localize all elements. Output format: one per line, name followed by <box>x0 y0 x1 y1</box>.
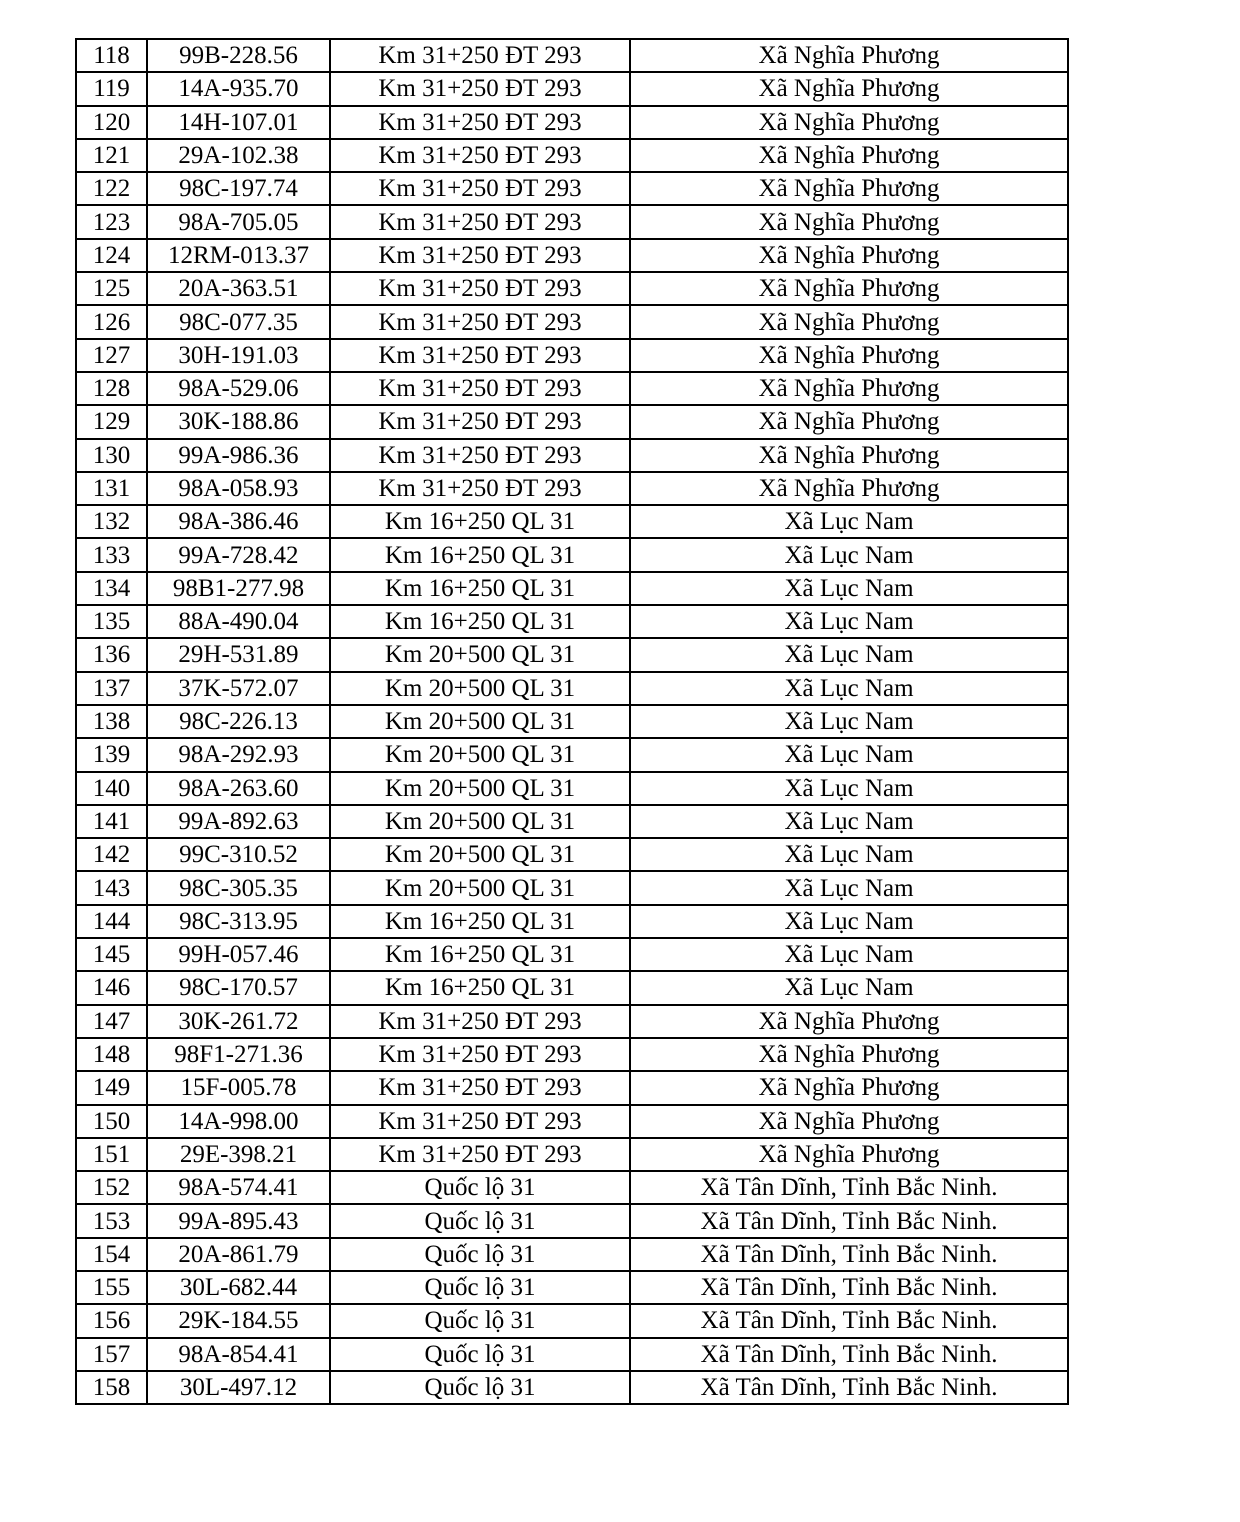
table-row <box>76 1338 1068 1371</box>
violation-location-cell: Km 20+500 QL 31 <box>330 705 630 738</box>
commune-cell: Xã Nghĩa Phương <box>630 139 1068 172</box>
commune-cell: Xã Lục Nam <box>630 505 1068 538</box>
row-number-cell: 118 <box>76 39 147 72</box>
commune-cell: Xã Nghĩa Phương <box>630 405 1068 438</box>
table-row <box>76 1238 1068 1271</box>
commune-cell: Xã Lục Nam <box>630 572 1068 605</box>
violation-location-cell: Km 31+250 ĐT 293 <box>330 472 630 505</box>
table-row <box>76 239 1068 272</box>
license-plate-cell: 99A-895.43 <box>147 1204 330 1237</box>
table-row <box>76 339 1068 372</box>
row-number-cell: 122 <box>76 172 147 205</box>
license-plate-cell: 14A-935.70 <box>147 72 330 105</box>
license-plate-cell: 99A-892.63 <box>147 805 330 838</box>
license-plate-cell: 15F-005.78 <box>147 1071 330 1104</box>
row-number-cell: 119 <box>76 72 147 105</box>
license-plate-cell: 37K-572.07 <box>147 672 330 705</box>
violation-location-cell: Km 31+250 ĐT 293 <box>330 239 630 272</box>
commune-cell: Xã Tân Dĩnh, Tỉnh Bắc Ninh. <box>630 1271 1068 1304</box>
row-number-cell: 134 <box>76 572 147 605</box>
commune-cell: Xã Nghĩa Phương <box>630 205 1068 238</box>
commune-cell: Xã Lục Nam <box>630 971 1068 1004</box>
row-number-cell: 156 <box>76 1304 147 1337</box>
row-number-cell: 143 <box>76 871 147 904</box>
table-row <box>76 1204 1068 1237</box>
violation-location-cell: Km 31+250 ĐT 293 <box>330 305 630 338</box>
violation-location-cell: Km 31+250 ĐT 293 <box>330 172 630 205</box>
violation-location-cell: Quốc lộ 31 <box>330 1371 630 1404</box>
violation-location-cell: Km 31+250 ĐT 293 <box>330 106 630 139</box>
violation-location-cell: Km 31+250 ĐT 293 <box>330 339 630 372</box>
table-row <box>76 538 1068 571</box>
row-number-cell: 137 <box>76 672 147 705</box>
license-plate-cell: 30L-497.12 <box>147 1371 330 1404</box>
row-number-cell: 123 <box>76 205 147 238</box>
commune-cell: Xã Tân Dĩnh, Tỉnh Bắc Ninh. <box>630 1238 1068 1271</box>
license-plate-cell: 98C-077.35 <box>147 305 330 338</box>
row-number-cell: 154 <box>76 1238 147 1271</box>
violation-location-cell: Km 31+250 ĐT 293 <box>330 1105 630 1138</box>
row-number-cell: 140 <box>76 772 147 805</box>
commune-cell: Xã Nghĩa Phương <box>630 39 1068 72</box>
table-row <box>76 39 1068 72</box>
violation-location-cell: Km 16+250 QL 31 <box>330 971 630 1004</box>
row-number-cell: 125 <box>76 272 147 305</box>
license-plate-cell: 29A-102.38 <box>147 139 330 172</box>
license-plate-cell: 29K-184.55 <box>147 1304 330 1337</box>
violation-location-cell: Km 31+250 ĐT 293 <box>330 1005 630 1038</box>
table-row <box>76 572 1068 605</box>
row-number-cell: 124 <box>76 239 147 272</box>
table-row <box>76 472 1068 505</box>
table-row <box>76 605 1068 638</box>
violation-location-cell: Km 31+250 ĐT 293 <box>330 1071 630 1104</box>
license-plate-cell: 14H-107.01 <box>147 106 330 139</box>
commune-cell: Xã Lục Nam <box>630 838 1068 871</box>
license-plate-cell: 98C-313.95 <box>147 905 330 938</box>
commune-cell: Xã Nghĩa Phương <box>630 372 1068 405</box>
row-number-cell: 133 <box>76 538 147 571</box>
license-plate-cell: 20A-861.79 <box>147 1238 330 1271</box>
violation-location-cell: Km 20+500 QL 31 <box>330 871 630 904</box>
license-plate-cell: 98B1-277.98 <box>147 572 330 605</box>
row-number-cell: 148 <box>76 1038 147 1071</box>
commune-cell: Xã Nghĩa Phương <box>630 339 1068 372</box>
row-number-cell: 153 <box>76 1204 147 1237</box>
row-number-cell: 152 <box>76 1171 147 1204</box>
commune-cell: Xã Nghĩa Phương <box>630 1105 1068 1138</box>
table-row <box>76 1105 1068 1138</box>
license-plate-cell: 88A-490.04 <box>147 605 330 638</box>
commune-cell: Xã Tân Dĩnh, Tỉnh Bắc Ninh. <box>630 1371 1068 1404</box>
commune-cell: Xã Lục Nam <box>630 672 1068 705</box>
violation-location-cell: Km 20+500 QL 31 <box>330 805 630 838</box>
license-plate-cell: 98A-574.41 <box>147 1171 330 1204</box>
license-plate-cell: 29E-398.21 <box>147 1138 330 1171</box>
license-plate-cell: 98A-292.93 <box>147 738 330 771</box>
table-row <box>76 1005 1068 1038</box>
license-plate-cell: 98A-263.60 <box>147 772 330 805</box>
row-number-cell: 158 <box>76 1371 147 1404</box>
violation-location-cell: Km 31+250 ĐT 293 <box>330 405 630 438</box>
table-row <box>76 505 1068 538</box>
commune-cell: Xã Nghĩa Phương <box>630 106 1068 139</box>
row-number-cell: 127 <box>76 339 147 372</box>
table-row <box>76 971 1068 1004</box>
row-number-cell: 138 <box>76 705 147 738</box>
row-number-cell: 121 <box>76 139 147 172</box>
commune-cell: Xã Lục Nam <box>630 538 1068 571</box>
table-row <box>76 905 1068 938</box>
table-row <box>76 205 1068 238</box>
license-plate-cell: 98A-058.93 <box>147 472 330 505</box>
license-plate-cell: 98A-854.41 <box>147 1338 330 1371</box>
violation-location-cell: Quốc lộ 31 <box>330 1171 630 1204</box>
license-plate-cell: 12RM-013.37 <box>147 239 330 272</box>
table-row <box>76 1038 1068 1071</box>
commune-cell: Xã Nghĩa Phương <box>630 1138 1068 1171</box>
violation-location-cell: Quốc lộ 31 <box>330 1204 630 1237</box>
violation-location-cell: Km 20+500 QL 31 <box>330 838 630 871</box>
commune-cell: Xã Nghĩa Phương <box>630 1038 1068 1071</box>
commune-cell: Xã Lục Nam <box>630 805 1068 838</box>
table-row <box>76 672 1068 705</box>
table-row <box>76 1071 1068 1104</box>
violation-location-cell: Km 31+250 ĐT 293 <box>330 72 630 105</box>
violation-location-cell: Km 16+250 QL 31 <box>330 905 630 938</box>
violation-location-cell: Km 31+250 ĐT 293 <box>330 1138 630 1171</box>
table-row <box>76 1138 1068 1171</box>
row-number-cell: 144 <box>76 905 147 938</box>
license-plate-cell: 20A-363.51 <box>147 272 330 305</box>
table-row <box>76 372 1068 405</box>
table-row <box>76 305 1068 338</box>
row-number-cell: 128 <box>76 372 147 405</box>
license-plate-cell: 29H-531.89 <box>147 638 330 671</box>
commune-cell: Xã Lục Nam <box>630 638 1068 671</box>
table-row <box>76 738 1068 771</box>
table-row <box>76 705 1068 738</box>
license-plate-cell: 30H-191.03 <box>147 339 330 372</box>
license-plate-cell: 99A-728.42 <box>147 538 330 571</box>
violation-location-cell: Km 31+250 ĐT 293 <box>330 372 630 405</box>
violation-location-cell: Km 20+500 QL 31 <box>330 738 630 771</box>
license-plate-cell: 30L-682.44 <box>147 1271 330 1304</box>
violation-location-cell: Km 31+250 ĐT 293 <box>330 439 630 472</box>
violation-location-cell: Km 31+250 ĐT 293 <box>330 139 630 172</box>
table-row <box>76 772 1068 805</box>
license-plate-cell: 99H-057.46 <box>147 938 330 971</box>
row-number-cell: 135 <box>76 605 147 638</box>
license-plate-cell: 98A-386.46 <box>147 505 330 538</box>
violation-location-cell: Km 20+500 QL 31 <box>330 638 630 671</box>
commune-cell: Xã Nghĩa Phương <box>630 172 1068 205</box>
violation-location-cell: Km 20+500 QL 31 <box>330 672 630 705</box>
row-number-cell: 120 <box>76 106 147 139</box>
row-number-cell: 132 <box>76 505 147 538</box>
row-number-cell: 129 <box>76 405 147 438</box>
commune-cell: Xã Nghĩa Phương <box>630 1005 1068 1038</box>
commune-cell: Xã Lục Nam <box>630 605 1068 638</box>
commune-cell: Xã Nghĩa Phương <box>630 272 1068 305</box>
row-number-cell: 141 <box>76 805 147 838</box>
license-plate-cell: 99B-228.56 <box>147 39 330 72</box>
commune-cell: Xã Nghĩa Phương <box>630 439 1068 472</box>
table-row <box>76 638 1068 671</box>
row-number-cell: 131 <box>76 472 147 505</box>
violation-location-cell: Km 31+250 ĐT 293 <box>330 205 630 238</box>
violation-location-cell: Km 16+250 QL 31 <box>330 572 630 605</box>
license-plate-cell: 98C-305.35 <box>147 871 330 904</box>
table-row <box>76 805 1068 838</box>
table-row <box>76 938 1068 971</box>
commune-cell: Xã Nghĩa Phương <box>630 72 1068 105</box>
violation-location-cell: Km 16+250 QL 31 <box>330 605 630 638</box>
row-number-cell: 146 <box>76 971 147 1004</box>
commune-cell: Xã Tân Dĩnh, Tỉnh Bắc Ninh. <box>630 1171 1068 1204</box>
commune-cell: Xã Tân Dĩnh, Tỉnh Bắc Ninh. <box>630 1204 1068 1237</box>
violation-location-cell: Quốc lộ 31 <box>330 1238 630 1271</box>
table-row <box>76 172 1068 205</box>
commune-cell: Xã Nghĩa Phương <box>630 305 1068 338</box>
commune-cell: Xã Lục Nam <box>630 705 1068 738</box>
row-number-cell: 130 <box>76 439 147 472</box>
violation-location-cell: Quốc lộ 31 <box>330 1304 630 1337</box>
row-number-cell: 150 <box>76 1105 147 1138</box>
row-number-cell: 157 <box>76 1338 147 1371</box>
commune-cell: Xã Tân Dĩnh, Tỉnh Bắc Ninh. <box>630 1304 1068 1337</box>
table-body <box>76 39 1068 1404</box>
row-number-cell: 151 <box>76 1138 147 1171</box>
table-row <box>76 871 1068 904</box>
license-plate-cell: 98A-705.05 <box>147 205 330 238</box>
violation-location-cell: Km 16+250 QL 31 <box>330 938 630 971</box>
commune-cell: Xã Lục Nam <box>630 938 1068 971</box>
commune-cell: Xã Lục Nam <box>630 871 1068 904</box>
license-plate-cell: 98A-529.06 <box>147 372 330 405</box>
license-plate-cell: 98C-197.74 <box>147 172 330 205</box>
violation-table <box>75 38 1069 1405</box>
license-plate-cell: 98C-170.57 <box>147 971 330 1004</box>
violation-location-cell: Km 31+250 ĐT 293 <box>330 1038 630 1071</box>
license-plate-cell: 30K-188.86 <box>147 405 330 438</box>
row-number-cell: 147 <box>76 1005 147 1038</box>
commune-cell: Xã Nghĩa Phương <box>630 1071 1068 1104</box>
table-row <box>76 1171 1068 1204</box>
license-plate-cell: 99C-310.52 <box>147 838 330 871</box>
row-number-cell: 155 <box>76 1271 147 1304</box>
row-number-cell: 126 <box>76 305 147 338</box>
table-row <box>76 439 1068 472</box>
row-number-cell: 139 <box>76 738 147 771</box>
commune-cell: Xã Nghĩa Phương <box>630 472 1068 505</box>
table-row <box>76 1271 1068 1304</box>
violation-location-cell: Km 31+250 ĐT 293 <box>330 272 630 305</box>
violation-location-cell: Km 16+250 QL 31 <box>330 538 630 571</box>
violation-location-cell: Km 20+500 QL 31 <box>330 772 630 805</box>
license-plate-cell: 98F1-271.36 <box>147 1038 330 1071</box>
commune-cell: Xã Lục Nam <box>630 738 1068 771</box>
row-number-cell: 145 <box>76 938 147 971</box>
table-row <box>76 139 1068 172</box>
table-row <box>76 72 1068 105</box>
violation-location-cell: Quốc lộ 31 <box>330 1338 630 1371</box>
license-plate-cell: 30K-261.72 <box>147 1005 330 1038</box>
violation-location-cell: Quốc lộ 31 <box>330 1271 630 1304</box>
row-number-cell: 149 <box>76 1071 147 1104</box>
license-plate-cell: 14A-998.00 <box>147 1105 330 1138</box>
table-row <box>76 1304 1068 1337</box>
license-plate-cell: 99A-986.36 <box>147 439 330 472</box>
table-row <box>76 838 1068 871</box>
table-row <box>76 1371 1068 1404</box>
table-row <box>76 272 1068 305</box>
violation-location-cell: Km 31+250 ĐT 293 <box>330 39 630 72</box>
table-row <box>76 106 1068 139</box>
table-row <box>76 405 1068 438</box>
license-plate-cell: 98C-226.13 <box>147 705 330 738</box>
commune-cell: Xã Tân Dĩnh, Tỉnh Bắc Ninh. <box>630 1338 1068 1371</box>
commune-cell: Xã Lục Nam <box>630 772 1068 805</box>
commune-cell: Xã Lục Nam <box>630 905 1068 938</box>
row-number-cell: 136 <box>76 638 147 671</box>
violation-location-cell: Km 16+250 QL 31 <box>330 505 630 538</box>
commune-cell: Xã Nghĩa Phương <box>630 239 1068 272</box>
row-number-cell: 142 <box>76 838 147 871</box>
